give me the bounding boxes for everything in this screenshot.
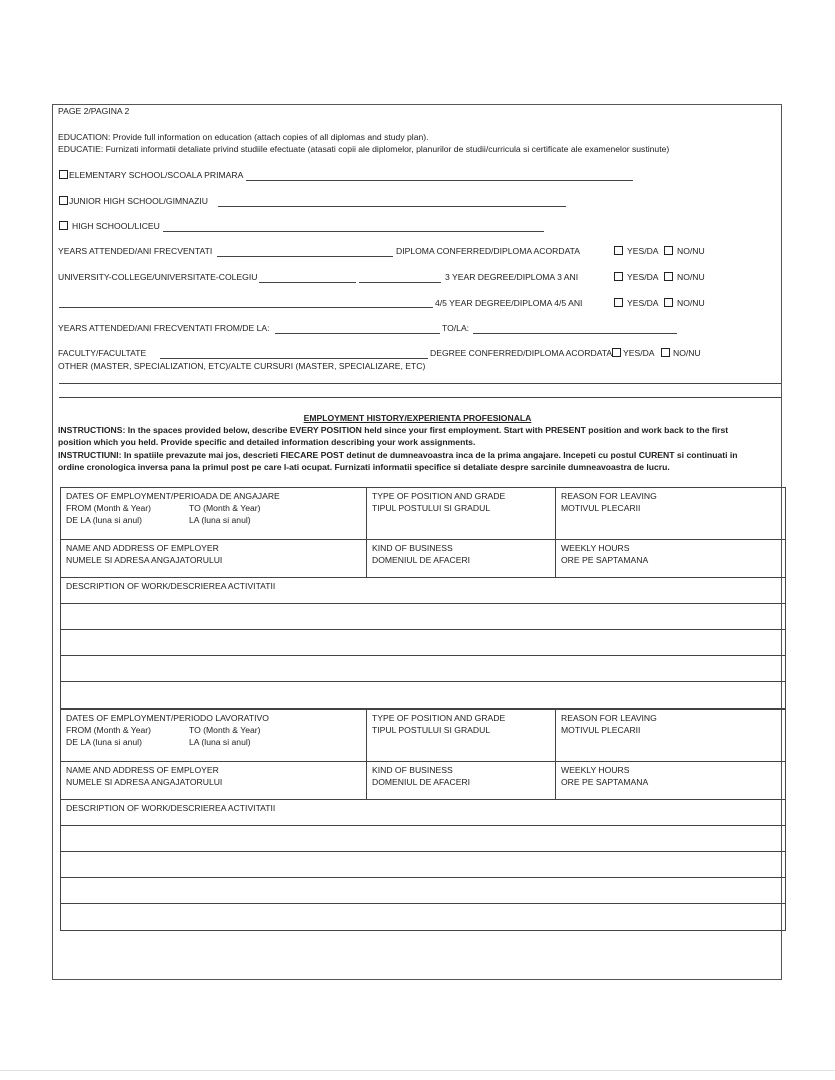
instructions-en-1: INSTRUCTIONS: In the spaces provided below, describe EVERY POSITION held since your first employment. Start with PRESENT position and work back to the first [58,425,729,435]
employer-label: NAME AND ADDRESS OF EMPLOYER [66,543,219,553]
high-school-checkbox[interactable] [59,221,68,230]
elementary-field[interactable] [246,180,633,181]
reason-cell[interactable] [556,488,785,539]
years-attended-field[interactable] [217,256,393,257]
page-label: PAGE 2/PAGINA 2 [58,106,130,116]
page-bottom-edge [0,1070,835,1071]
diploma-yes-checkbox[interactable] [614,246,623,255]
employer-label: NAME AND ADDRESS OF EMPLOYER [66,765,219,775]
degree45-label: 4/5 YEAR DEGREE/DIPLOMA 4/5 ANI [435,298,583,308]
employer-cell[interactable] [61,762,367,799]
dates-label: DATES OF EMPLOYMENT/PERIOADA DE ANGAJARE [66,491,280,501]
years-from-label: YEARS ATTENDED/ANI FRECVENTATI FROM/DE LA: [58,323,270,333]
weekly-hours-cell[interactable] [556,762,785,799]
from-ro-label: DE LA (luna si anul) [66,737,142,747]
diploma-conferred-label: DIPLOMA CONFERRED/DIPLOMA ACORDATA [396,246,580,256]
junior-high-field[interactable] [218,206,566,207]
description-line[interactable] [61,852,785,878]
business-kind-label: KIND OF BUSINESS [372,765,453,775]
diploma-no-label: NO/NU [677,246,705,256]
reason-ro-label: MOTIVUL PLECARII [561,725,641,735]
diploma-yes-label: YES/DA [627,246,659,256]
position-type-cell[interactable] [367,488,556,539]
description-row[interactable] [61,800,785,826]
high-school-label: HIGH SCHOOL/LICEU [72,221,160,231]
instructions-ro-1: INSTRUCTIUNI: In spatiile prevazute mai jos, descrieti FIECARE POST detinut de dumneavoastra inca de la prima angajare. Incepeti cu postul CURENT si continuati in [58,450,738,460]
employment-block-1 [60,487,786,709]
employment-block-2 [60,709,786,931]
business-kind-cell[interactable] [367,540,556,577]
description-line[interactable] [61,656,785,682]
to-ro-label: LA (luna si anul) [189,515,251,525]
years-to-field[interactable] [473,333,677,334]
education-intro-en: EDUCATION: Provide full information on education (attach copies of all diplomas and study plan). [58,132,429,142]
instructions-ro-2: ordine cronologica inversa pana la primul post pe care l-ati ocupat. Furnizati informatii specifice si detaliate despre sarcinile dumneavoastra de lucru. [58,462,670,472]
university-field-2[interactable] [359,282,441,283]
degree-conferred-yes-label: YES/DA [623,348,655,358]
weekly-hours-cell[interactable] [556,540,785,577]
employment-row-dates [61,488,785,540]
to-label: TO (Month & Year) [189,725,261,735]
description-row[interactable] [61,578,785,604]
dates-label: DATES OF EMPLOYMENT/PERIODO LAVORATIVO [66,713,269,723]
position-type-label: TYPE OF POSITION AND GRADE [372,713,506,723]
reason-cell[interactable] [556,710,785,761]
employment-row-dates [61,710,785,762]
degree45-field[interactable] [59,307,433,308]
description-line[interactable] [61,604,785,630]
university-field-1[interactable] [259,282,356,283]
degree3-label: 3 YEAR DEGREE/DIPLOMA 3 ANI [445,272,579,282]
business-kind-label: KIND OF BUSINESS [372,543,453,553]
from-label: FROM (Month & Year) [66,503,152,513]
education-intro-ro: EDUCATIE: Furnizati informatii detaliate privind studiile efectuate (atasati copii ale diplomelor, planurilor de studii/curricula si certificate ale examenelor sustinute) [58,144,670,154]
weekly-hours-ro-label: ORE PE SAPTAMANA [561,555,649,565]
degree3-no-checkbox[interactable] [664,272,673,281]
description-line[interactable] [61,904,785,930]
from-ro-label: DE LA (luna si anul) [66,515,142,525]
employer-cell[interactable] [61,540,367,577]
description-line[interactable] [61,682,785,708]
description-label: DESCRIPTION OF WORK/DESCRIEREA ACTIVITATII [66,803,276,813]
junior-high-label: JUNIOR HIGH SCHOOL/GIMNAZIU [69,196,208,206]
degree3-yes-label: YES/DA [627,272,659,282]
years-attended-label: YEARS ATTENDED/ANI FRECVENTATI [58,246,213,256]
weekly-hours-label: WEEKLY HOURS [561,765,630,775]
weekly-hours-label: WEEKLY HOURS [561,543,630,553]
years-from-field[interactable] [275,333,440,334]
description-line[interactable] [61,630,785,656]
degree-conferred-yes-checkbox[interactable] [612,348,621,357]
dates-cell[interactable] [61,710,367,761]
elementary-checkbox[interactable] [59,170,68,179]
degree45-no-label: NO/NU [677,298,705,308]
degree3-yes-checkbox[interactable] [614,272,623,281]
position-type-ro-label: TIPUL POSTULUI SI GRADUL [372,725,491,735]
employer-ro-label: NUMELE SI ADRESA ANGAJATORULUI [66,777,223,787]
faculty-field[interactable] [160,358,428,359]
business-kind-ro-label: DOMENIUL DE AFACERI [372,555,471,565]
business-kind-ro-label: DOMENIUL DE AFACERI [372,777,471,787]
position-type-cell[interactable] [367,710,556,761]
position-type-ro-label: TIPUL POSTULUI SI GRADUL [372,503,491,513]
university-label: UNIVERSITY-COLLEGE/UNIVERSITATE-COLEGIU [58,272,258,282]
junior-high-checkbox[interactable] [59,196,68,205]
description-line[interactable] [61,878,785,904]
degree45-no-checkbox[interactable] [664,298,673,307]
business-kind-cell[interactable] [367,762,556,799]
instructions-en-2: position which you held. Provide specific and detailed information describing your work assignments. [58,437,476,447]
degree3-no-label: NO/NU [677,272,705,282]
degree-conferred-no-checkbox[interactable] [661,348,670,357]
years-to-label: TO/LA: [442,323,470,333]
elementary-label: ELEMENTARY SCHOOL/SCOALA PRIMARA [69,170,244,180]
employer-ro-label: NUMELE SI ADRESA ANGAJATORULUI [66,555,223,565]
degree-conferred-no-label: NO/NU [673,348,701,358]
other-courses-line-2[interactable] [59,397,781,398]
other-courses-label: OTHER (MASTER, SPECIALIZATION, ETC)/ALTE CURSURI (MASTER, SPECIALIZARE, ETC) [58,361,426,371]
to-label: TO (Month & Year) [189,503,261,513]
to-ro-label: LA (luna si anul) [189,737,251,747]
degree45-yes-checkbox[interactable] [614,298,623,307]
other-courses-line-1[interactable] [59,383,781,384]
employment-row-employer [61,762,785,800]
degree-conferred-label: DEGREE CONFERRED/DIPLOMA ACORDATA [430,348,613,358]
description-line[interactable] [61,826,785,852]
reason-label: REASON FOR LEAVING [561,491,657,501]
from-label: FROM (Month & Year) [66,725,152,735]
reason-ro-label: MOTIVUL PLECARII [561,503,641,513]
dates-cell[interactable] [61,488,367,539]
employment-heading: EMPLOYMENT HISTORY/EXPERIENTA PROFESIONALA [303,413,532,423]
reason-label: REASON FOR LEAVING [561,713,657,723]
faculty-label: FACULTY/FACULTATE [58,348,147,358]
position-type-label: TYPE OF POSITION AND GRADE [372,491,506,501]
employment-row-employer [61,540,785,578]
description-label: DESCRIPTION OF WORK/DESCRIEREA ACTIVITATII [66,581,276,591]
weekly-hours-ro-label: ORE PE SAPTAMANA [561,777,649,787]
diploma-no-checkbox[interactable] [664,246,673,255]
high-school-field[interactable] [163,231,544,232]
degree45-yes-label: YES/DA [627,298,659,308]
